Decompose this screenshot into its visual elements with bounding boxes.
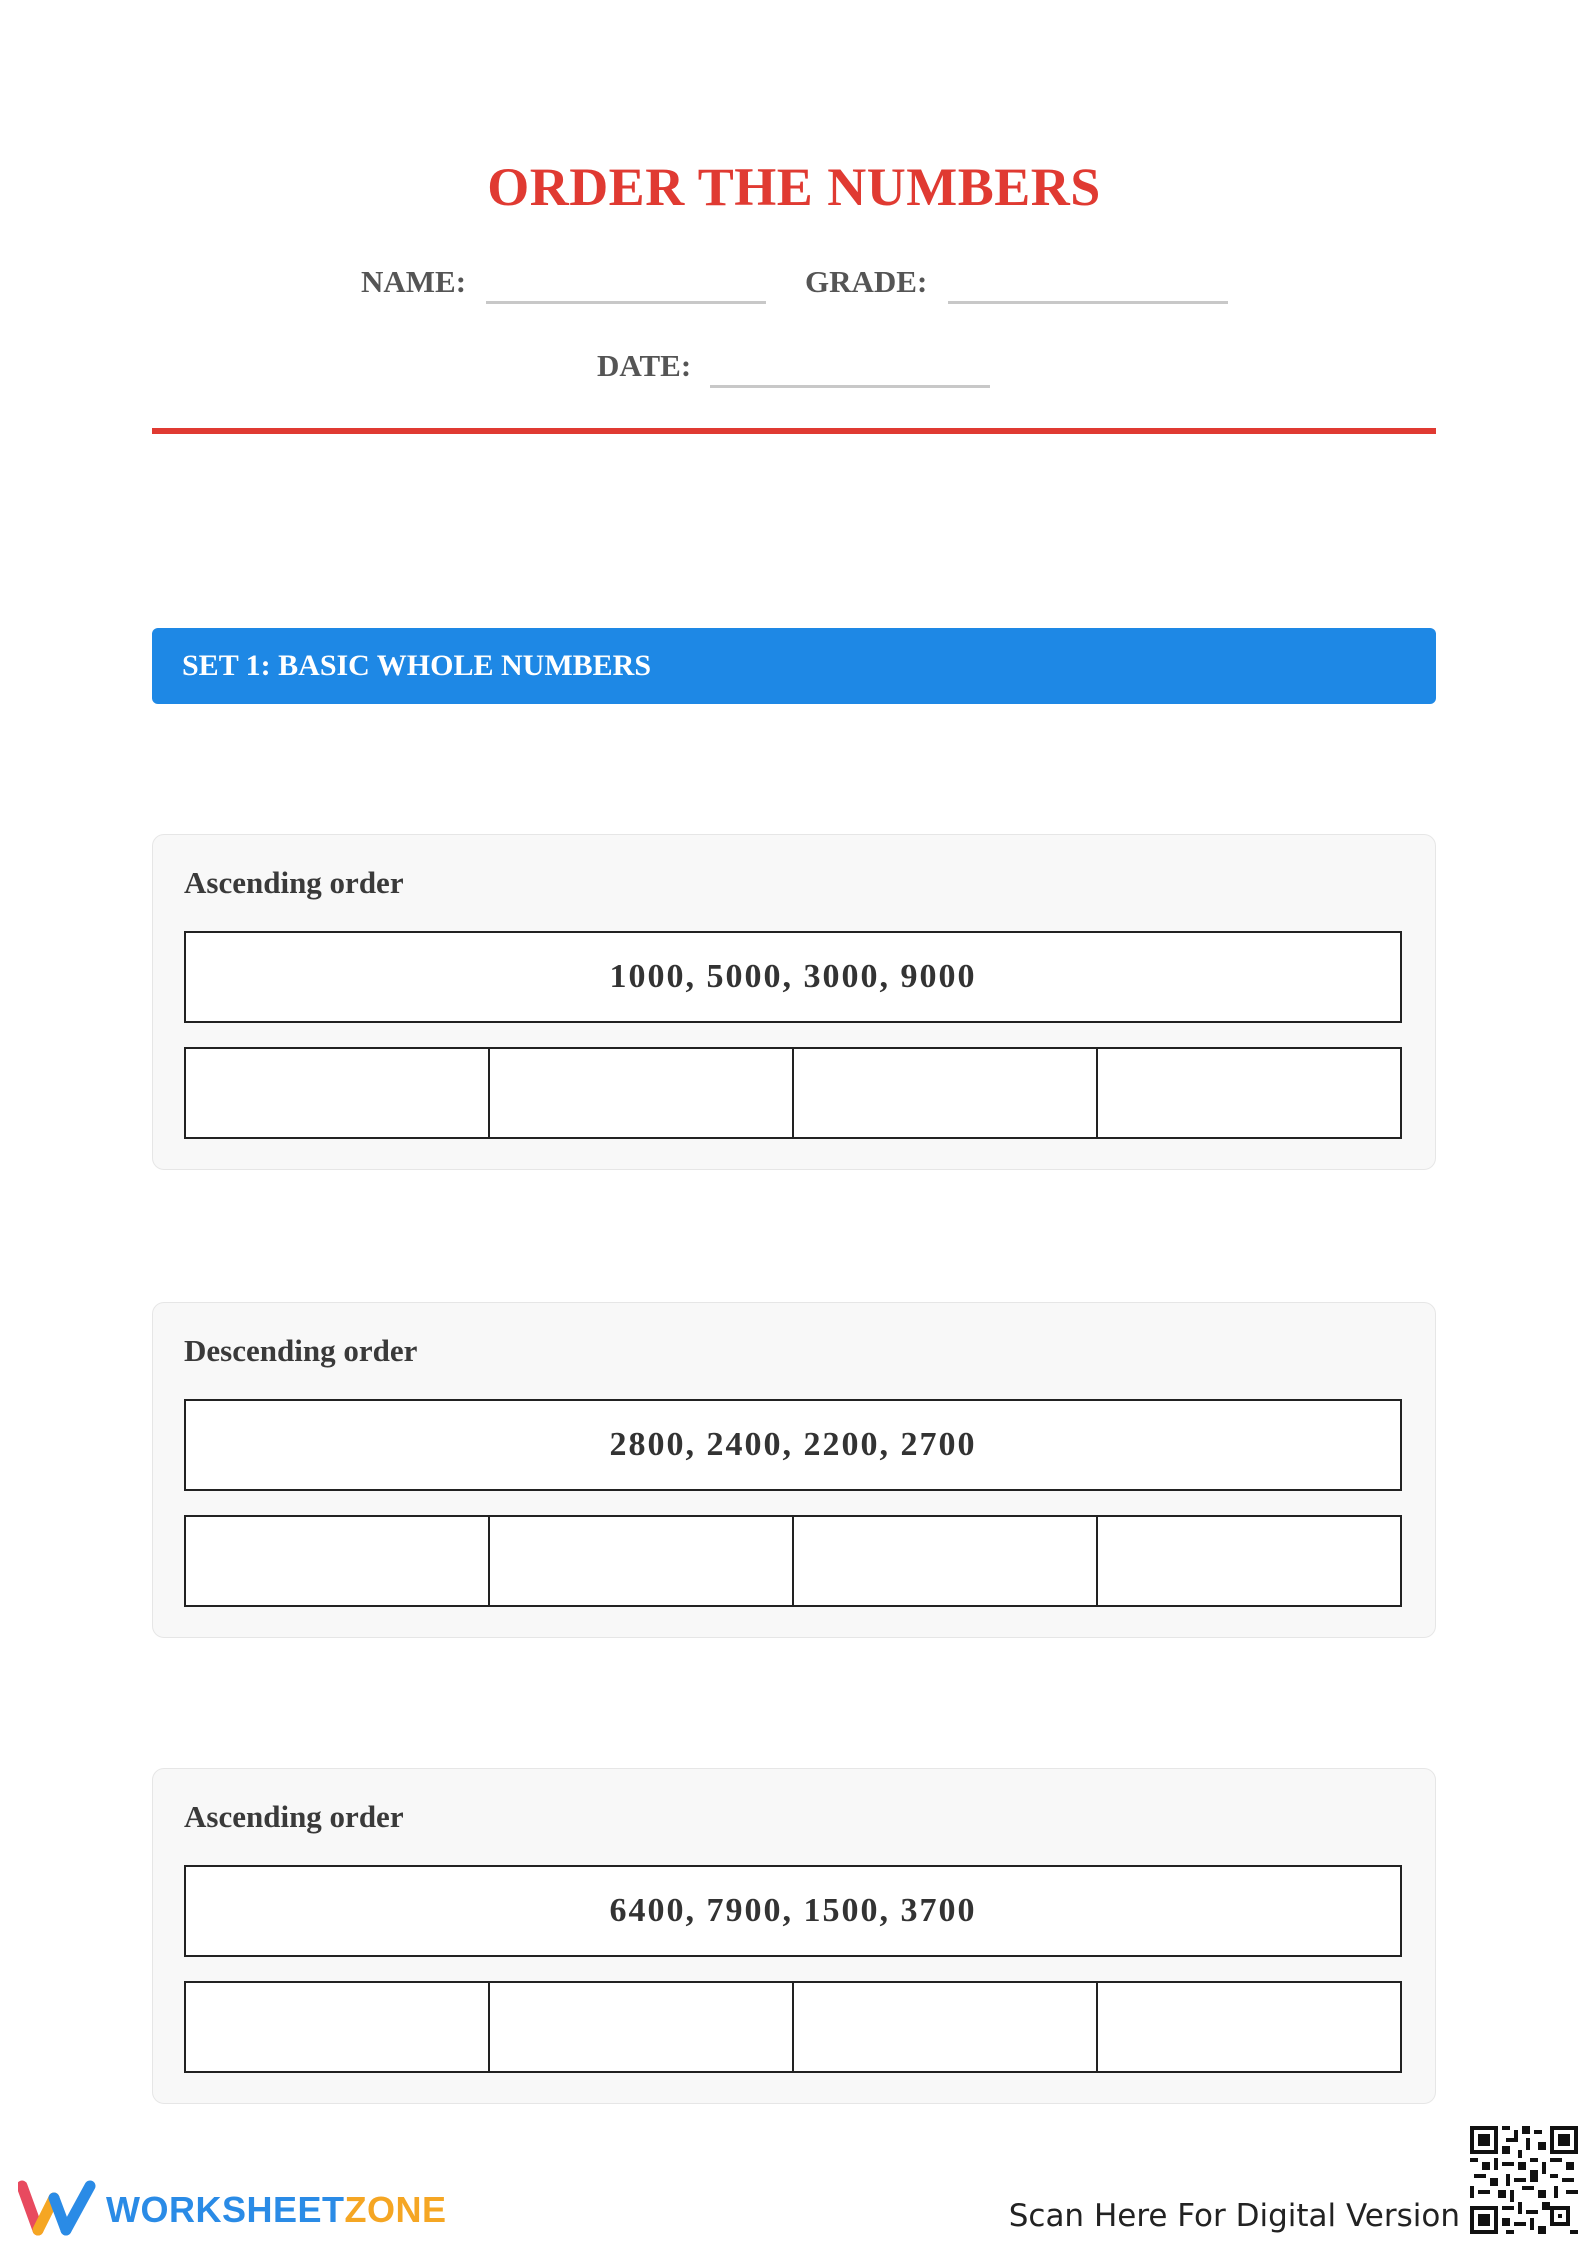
exercise-card-1: [152, 834, 1436, 1170]
brand-worksheet: WORKSHEET: [106, 2189, 345, 2230]
grade-label: GRADE:: [805, 264, 928, 299]
answer-cell[interactable]: [1098, 1983, 1400, 2071]
answer-cell[interactable]: [186, 1983, 490, 2071]
set-banner: [152, 628, 1436, 704]
qr-code-icon[interactable]: [1470, 2126, 1578, 2234]
date-label: DATE:: [597, 348, 692, 383]
exercise-instruction: Ascending order: [184, 1799, 404, 1834]
grade-field[interactable]: [948, 301, 1228, 304]
exercise-card-2: [152, 1302, 1436, 1638]
answer-cell[interactable]: [1098, 1049, 1400, 1137]
brand-name: [106, 2188, 447, 2232]
number-list: 6400, 7900, 1500, 3700: [184, 1865, 1402, 1957]
name-field[interactable]: [486, 301, 766, 304]
answer-row: [184, 1047, 1402, 1139]
answer-cell[interactable]: [1098, 1517, 1400, 1605]
answer-cell[interactable]: [186, 1517, 490, 1605]
name-label: NAME:: [361, 264, 467, 299]
exercise-instruction: Ascending order: [184, 865, 404, 900]
brand-zone: ZONE: [344, 2189, 447, 2230]
worksheetzone-logo-icon: [18, 2180, 98, 2236]
exercise-instruction: Descending order: [184, 1333, 418, 1368]
answer-cell[interactable]: [794, 1049, 1098, 1137]
header-divider: [152, 428, 1436, 434]
date-field[interactable]: [710, 385, 990, 388]
number-list: 1000, 5000, 3000, 9000: [184, 931, 1402, 1023]
set-heading: SET 1: BASIC WHOLE NUMBERS: [182, 649, 652, 682]
page-title: ORDER THE NUMBERS: [487, 157, 1101, 217]
answer-cell[interactable]: [794, 1983, 1098, 2071]
answer-row: [184, 1981, 1402, 2073]
answer-cell[interactable]: [186, 1049, 490, 1137]
answer-row: [184, 1515, 1402, 1607]
answer-cell[interactable]: [490, 1517, 794, 1605]
answer-cell[interactable]: [490, 1049, 794, 1137]
answer-cell[interactable]: [490, 1983, 794, 2071]
answer-cell[interactable]: [794, 1517, 1098, 1605]
number-list: 2800, 2400, 2200, 2700: [184, 1399, 1402, 1491]
exercise-card-3: [152, 1768, 1436, 2104]
scan-instruction: Scan Here For Digital Version: [1008, 2198, 1460, 2234]
